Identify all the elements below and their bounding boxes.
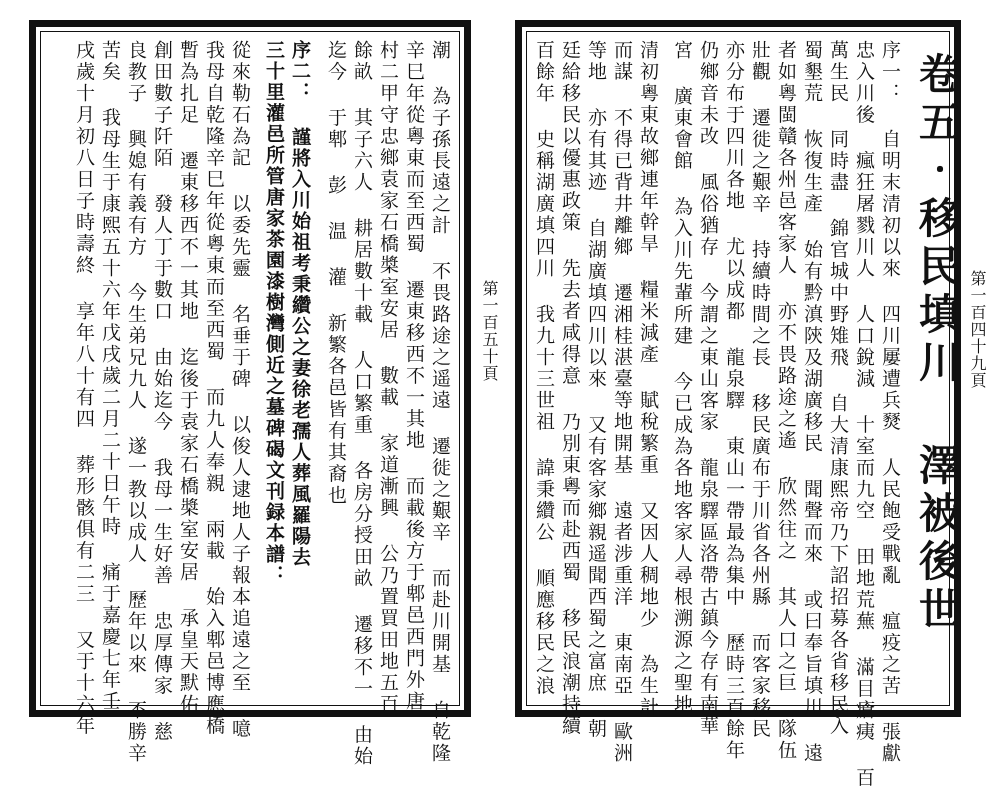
text-column: 苦矣 我母生于康熙五十六年戊戌歲二月二十日午時 痛于嘉慶七年壬 bbox=[99, 40, 121, 713]
page-number-right: 第一百四十九頁 bbox=[968, 270, 987, 389]
text-column: 從來勒石為記 以委先靈 名垂于碑 以俊人逮地人子報本追遠之至 噫 bbox=[229, 40, 251, 740]
text-column: 餘畝 其子六人 耕居數十載 人口繁重 各房分授田畝 遷移不一 由始 bbox=[351, 40, 373, 768]
page-number-left: 第一百五十頁 bbox=[480, 280, 499, 382]
text-column: 良教子 興媳有義有方 今生弟兄九人 遂一教以成人 歷年以來 不勝辛 bbox=[125, 40, 147, 765]
text-column: 序一： 自明末清初以來 四川屢遭兵燹 人民飽受戰亂 瘟疫之苦 張獻 bbox=[879, 40, 901, 765]
text-column: 迄今 于郫 彭 温 灌 新繁各邑皆有其裔也 bbox=[325, 40, 347, 507]
text-column: 忠入川後 瘋狂屠戮川人 人口銳減 十室而九空 田地荒蕪 滿目瘡痍 百 bbox=[853, 40, 875, 789]
preface-two-heading: 序二： 謹將入川始祖考秉纘公之妻徐老孺人葬風羅陽去 bbox=[289, 40, 311, 568]
preface-two-heading-cont: 三十里灌邑所管唐家茶園漆樹灣側近之墓碑碣文刊録本譜： bbox=[263, 40, 285, 586]
text-column: 者如粵閩贛各州邑客家人 亦不畏路途之遙 欣然往之 其人口之巨 隊伍 bbox=[775, 40, 797, 762]
text-column: 辛巳年從粵東而至西蜀 遷東移西不一其地 而載後方于郫邑西門外唐 bbox=[403, 40, 425, 713]
text-column: 創田數子阡陌 發人丁于數口 由始迄今 我母一生好善 忠厚傳家 慈 bbox=[151, 40, 173, 743]
left-page bbox=[29, 20, 471, 768]
right-page bbox=[515, 20, 962, 789]
text-column: 戌歲十月初八日子時壽終 享年八十有四 葬形骸俱有二三 又于十六年 bbox=[73, 40, 95, 737]
text-column: 萬生民 同時盡 錦官城中野雉飛 自大清康熙帝乃下詔招募各省移民入 bbox=[827, 40, 849, 737]
text-column: 壯觀 遷徙之艱辛 持續時間之長 移民廣布于川省各州縣 而客家移民 bbox=[749, 40, 771, 740]
chapter-title: 卷五‧移民填川 澤被後世 bbox=[913, 52, 962, 635]
text-column: 我母自乾隆辛巳年從粵東而至西蜀 而九人奉親 兩載 始入郫邑博應橋 bbox=[203, 40, 225, 737]
text-column: 廷給移民以優惠政策 先去者咸得意 乃別東粵而赴西蜀 移民浪潮持續 bbox=[559, 40, 581, 737]
text-column: 暫為扎足 遷東移西不一其地 迄後于袁家石橋槳室安居 承皇天默佑 bbox=[177, 40, 199, 716]
text-column: 等地 亦有其迹 自湖廣填四川以來 又有客家鄉親遥聞西蜀之富庶 朝 bbox=[585, 40, 607, 740]
text-column: 宮 廣東會館 為入川先輩所建 今已成為各地客家人尋根溯源之聖地 bbox=[671, 40, 693, 716]
text-column: 清初粵東故鄉連年幹旱 糧米減產 賦稅繁重 又因人稠地少 為生計 bbox=[637, 40, 659, 719]
text-column: 蜀墾荒 恢復生產 始有黔滇陝及湖廣移民 聞聲而來 或曰奉旨填川 遠 bbox=[801, 40, 823, 765]
text-column: 亦分布于四川各地 尤以成都 龍泉驛 東山一帶最為集中 歷時三百餘年 bbox=[723, 40, 745, 762]
text-column: 仍鄉音未改 風俗猶存 今謂之東山客家 龍泉驛區洛帶古鎮今存有南華 bbox=[697, 40, 719, 737]
text-column: 百餘年 史稱湖廣填四川 我九十三世祖 諱秉纘公 順應移民之浪 bbox=[533, 40, 555, 697]
text-column: 而謀 不得已背井離鄉 遷湘桂湛臺等地開基 遠者涉重洋 東南亞 歐洲 bbox=[611, 40, 633, 765]
text-column: 潮 為子孫長遠之計 不畏路途之遥遠 遷徙之艱辛 而赴川開基 自乾隆 bbox=[429, 40, 451, 765]
text-column: 村二甲守忠鄉袁家石橋槳室安居 數載 家道漸興 公乃置買田地五百 bbox=[377, 40, 399, 716]
